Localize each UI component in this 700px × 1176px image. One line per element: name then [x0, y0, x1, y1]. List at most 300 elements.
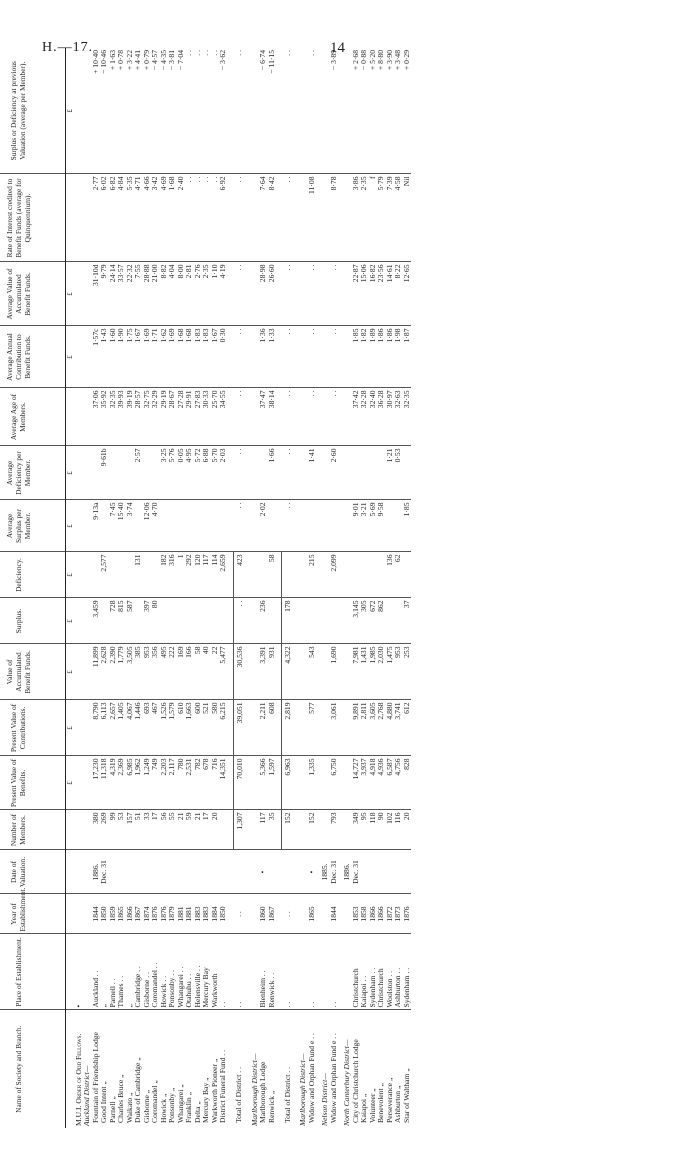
cell-prev: + 0·29 — [403, 48, 412, 174]
cell-name: Total of District . . — [282, 1067, 292, 1123]
cell-place: Ponsonby . . — [168, 934, 177, 1010]
cell-avg-funds: 28·98 — [259, 262, 268, 326]
cell-name: Gisborne „ — [141, 1089, 151, 1123]
cell-contributions: 8,790 — [92, 700, 101, 756]
cell-age: 35·92 — [100, 388, 109, 446]
col-header-avg-surplus: Average Surplus per Member. — [0, 500, 66, 552]
cell-avg-deficiency — [343, 446, 352, 500]
cell-place — [321, 934, 330, 1010]
cell-date — [403, 850, 412, 894]
cell-year: 1884 — [211, 894, 220, 934]
cell-name: Warkworth Pioneer „ — [209, 1058, 219, 1123]
cell-members: 152 — [282, 810, 295, 850]
cell-year: 1881 — [177, 894, 186, 934]
cell-benefits: 6,963 — [282, 756, 295, 810]
unit-cell: £ — [66, 756, 75, 810]
cell-contributions: 2,657 — [109, 700, 118, 756]
cell-deficiency: 2,577 — [100, 552, 109, 598]
cell-date — [219, 850, 228, 894]
cell-contributions: 4,067 — [126, 700, 135, 756]
cell-age: 28·67 — [168, 388, 177, 446]
cell-place: Whangarei . . — [177, 934, 186, 1010]
cell-annual: 1·67 — [134, 326, 143, 388]
cell-avg-funds: 16·82 — [369, 262, 378, 326]
cell-members: 793 — [330, 810, 339, 850]
cell-place: Sydenham . . — [369, 934, 378, 1010]
cell-members: 17 — [151, 810, 160, 850]
cell-benefits: 6,985 — [126, 756, 135, 810]
cell-annual: 1·60 — [109, 326, 118, 388]
cell-deficiency: 117 — [202, 552, 211, 598]
table-row — [211, 48, 220, 1128]
cell-annual: 1·36 — [259, 326, 268, 388]
cell-deficiency: 215 — [308, 552, 317, 598]
cell-avg-deficiency — [83, 446, 92, 500]
cell-avg-deficiency — [352, 446, 361, 500]
table-row — [308, 48, 317, 1128]
cell-benefits: 14,351 — [219, 756, 228, 810]
cell-place: Thames . . — [117, 934, 126, 1010]
cell-benefits: 4,319 — [109, 756, 118, 810]
cell-contributions: 2,811 — [360, 700, 369, 756]
cell-annual: 1·69 — [143, 326, 152, 388]
cell-benefits: 1,597 — [268, 756, 277, 810]
cell-surplus — [308, 598, 317, 644]
cell-benefits: 3,937 — [360, 756, 369, 810]
cell-avg-deficiency — [117, 446, 126, 500]
cell-avg-funds: 22·32 — [126, 262, 135, 326]
cell-age: 27·83 — [194, 388, 203, 446]
cell-age: . . — [282, 388, 295, 446]
cell-age — [321, 388, 330, 446]
cell-funds: 253 — [403, 644, 412, 700]
cell-funds: 356 — [151, 644, 160, 700]
cell-contributions: 693 — [143, 700, 152, 756]
cell-date — [134, 850, 143, 894]
table-row — [369, 48, 378, 1128]
cell-deficiency — [143, 552, 152, 598]
cell-rate: 3·86 — [352, 174, 361, 262]
cell-surplus — [330, 598, 339, 644]
cell-age — [299, 388, 308, 446]
cell-rate: 6·92 — [219, 174, 228, 262]
cell-avg-surplus: 3·21 — [360, 500, 369, 552]
cell-age: 38·14 — [268, 388, 277, 446]
cell-contributions: 3,061 — [330, 700, 339, 756]
cell-avg-deficiency: 5·70 — [211, 446, 220, 500]
cell-funds: 222 — [168, 644, 177, 700]
cell-date — [168, 850, 177, 894]
cell-contributions: 577 — [308, 700, 317, 756]
cell-avg-funds: 14·61 — [386, 262, 395, 326]
cell-annual: 1·86 — [377, 326, 386, 388]
cell-avg-surplus — [219, 500, 228, 552]
cell-benefits: 782 — [194, 756, 203, 810]
cell-avg-deficiency: 6·88 — [202, 446, 211, 500]
cell-age: 39·93 — [117, 388, 126, 446]
cell-surplus: 305 — [360, 598, 369, 644]
cell-contributions: 580 — [211, 700, 220, 756]
cell-place: Ashburton . . — [394, 934, 403, 1010]
cell-place: Kaiapoi . . — [360, 934, 369, 1010]
cell-avg-surplus — [160, 500, 169, 552]
cell-deficiency — [352, 552, 361, 598]
cell-name: M.U.I. Order of Odd Fellows. — [73, 1033, 83, 1126]
cell-name: Total of District . . — [234, 1067, 244, 1123]
cell-benefits: 1,962 — [134, 756, 143, 810]
col-header-funds: Value of Accumulated Benefit Funds. — [0, 644, 66, 700]
cell-contributions: 6,215 — [219, 700, 228, 756]
page-number: 14 — [330, 40, 345, 56]
cell-place: Warkworth — [211, 934, 220, 1010]
cell-contributions: 521 — [202, 700, 211, 756]
cell-year: 1850 — [219, 894, 228, 934]
cell-surplus: 236 — [259, 598, 268, 644]
cell-surplus: 672 — [369, 598, 378, 644]
unit-cell — [66, 894, 75, 934]
cell-year: 1873 — [394, 894, 403, 934]
cell-members: 152 — [308, 810, 317, 850]
cell-annual: 1·67 — [211, 326, 220, 388]
cell-contributions: 608 — [268, 700, 277, 756]
cell-avg-funds: 21·00 — [151, 262, 160, 326]
cell-avg-surplus — [75, 500, 84, 552]
valuations-table — [0, 48, 411, 1128]
cell-avg-surplus: 7·45 — [109, 500, 118, 552]
unit-cell: £ — [66, 262, 75, 326]
cell-name: Ashburton „ — [393, 1085, 402, 1123]
cell-place: Blenheim . . — [259, 934, 268, 1010]
cell-avg-deficiency: 0·05 — [177, 446, 186, 500]
cell-place: Otahuhu . . — [185, 934, 194, 1010]
cell-avg-surplus: 9·01 — [352, 500, 361, 552]
table-row — [134, 48, 143, 1128]
cell-rate: 7·39 — [386, 174, 395, 262]
cell-contributions: 1,526 — [160, 700, 169, 756]
cell-name: North Canterbury District— — [342, 1039, 351, 1126]
cell-deficiency: 136 — [386, 552, 395, 598]
cell-deficiency: 316 — [168, 552, 177, 598]
cell-prev: + 0·78 — [117, 48, 126, 174]
cell-funds: 953 — [394, 644, 403, 700]
cell-funds: 1,431 — [360, 644, 369, 700]
cell-rate: 2·40 — [177, 174, 186, 262]
cell-benefits: 2,203 — [160, 756, 169, 810]
cell-place: Coromandel . . — [151, 934, 160, 1010]
cell-funds: 931 — [268, 644, 277, 700]
cell-date: • — [259, 850, 268, 894]
cell-year: 1853 — [352, 894, 361, 934]
cell-benefits: 1,249 — [143, 756, 152, 810]
cell-annual: . . — [282, 326, 295, 388]
cell-age: 32·63 — [394, 388, 403, 446]
cell-contributions: 610 — [177, 700, 186, 756]
cell-rate: 11·08 — [308, 174, 317, 262]
cell-rate: 7·64 — [259, 174, 268, 262]
cell-rate: Nil — [403, 174, 412, 262]
cell-rate: 4·84 — [117, 174, 126, 262]
cell-place: „ — [100, 934, 109, 1010]
total-row — [233, 48, 246, 1128]
cell-prev: − 0·88 — [360, 48, 369, 174]
cell-avg-deficiency: 3·25 — [160, 446, 169, 500]
cell-place: Christchurch — [352, 934, 361, 1010]
cell-members: 56 — [160, 810, 169, 850]
cell-deficiency: 292 — [185, 552, 194, 598]
cell-name: Auckland District— — [82, 1065, 91, 1126]
cell-name: Marlborough District— — [298, 1053, 307, 1126]
cell-rate: 4·69 — [160, 174, 169, 262]
cell-prev: + 3·90 — [386, 48, 395, 174]
table-row — [168, 48, 177, 1128]
cell-age: 29·91 — [185, 388, 194, 446]
cell-avg-surplus — [211, 500, 220, 552]
cell-date — [126, 850, 135, 894]
cell-name: Perseverance „ — [384, 1077, 394, 1123]
cell-year: 1850 — [100, 894, 109, 934]
cell-place: Woolston . . — [386, 934, 395, 1010]
cell-avg-surplus — [321, 500, 330, 552]
cell-age: 32·75 — [143, 388, 152, 446]
cell-surplus — [321, 598, 330, 644]
cell-name: Marlborough District— — [249, 1053, 259, 1126]
cell-surplus — [160, 598, 169, 644]
cell-year: 1879 — [168, 894, 177, 934]
cell-annual: 1·68 — [185, 326, 194, 388]
cell-surplus: 587 — [126, 598, 135, 644]
cell-age: 30·97 — [386, 388, 395, 446]
cell-funds: 40 — [202, 644, 211, 700]
cell-year: 1872 — [386, 894, 395, 934]
cell-name: Star of Waltham „ — [401, 1068, 411, 1123]
cell-avg-funds: 4·19 — [219, 262, 228, 326]
cell-name: Fountain of Friendship Lodge — [90, 1032, 100, 1123]
cell-avg-funds — [299, 262, 308, 326]
cell-avg-deficiency: 5·76 — [168, 446, 177, 500]
cell-avg-funds: 15·06 — [360, 262, 369, 326]
cell-contributions: 1,579 — [168, 700, 177, 756]
units-row — [66, 48, 75, 1128]
cell-date: Dec. 31 — [330, 850, 339, 894]
cell-surplus — [299, 598, 308, 644]
cell-year: 1874 — [143, 894, 152, 934]
cell-benefits: 17,230 — [92, 756, 101, 810]
cell-annual: 1·69 — [168, 326, 177, 388]
cell-members: 35 — [268, 810, 277, 850]
cell-members: 51 — [134, 810, 143, 850]
cell-prev: − 4·35 — [160, 48, 169, 174]
cell-benefits: 716 — [211, 756, 220, 810]
cell-age: 37·47 — [259, 388, 268, 446]
cell-contributions: 467 — [151, 700, 160, 756]
unit-cell: £ — [66, 500, 75, 552]
col-header-prev: Surplus or Deficiency at previous Valuation (average per Member). — [0, 48, 66, 174]
cell-annual: 1·62 — [160, 326, 169, 388]
cell-benefits: 1,335 — [308, 756, 317, 810]
unit-cell — [66, 174, 75, 262]
cell-age — [75, 388, 84, 446]
cell-avg-funds: 2·81 — [185, 262, 194, 326]
unit-cell: £ — [66, 48, 75, 174]
cell-avg-surplus — [330, 500, 339, 552]
cell-age: 30·33 — [202, 388, 211, 446]
cell-avg-surplus: 5·69 — [369, 500, 378, 552]
unit-cell — [66, 850, 75, 894]
table-row — [194, 48, 203, 1128]
cell-members: 102 — [386, 810, 395, 850]
cell-date — [202, 850, 211, 894]
unit-cell: £ — [66, 700, 75, 756]
cell-members: 99 — [109, 810, 118, 850]
cell-place: Cambridge . . — [134, 934, 143, 1010]
cell-avg-surplus: 15·40 — [117, 500, 126, 552]
cell-avg-funds: 9·79 — [100, 262, 109, 326]
cell-avg-funds: 28·88 — [143, 262, 152, 326]
cell-date — [268, 850, 277, 894]
cell-date — [360, 850, 369, 894]
cell-date — [143, 850, 152, 894]
cell-deficiency — [282, 552, 295, 598]
cell-funds: 7,981 — [352, 644, 361, 700]
cell-contributions: 3,605 — [369, 700, 378, 756]
cell-surplus — [211, 598, 220, 644]
cell-name: Widow and Orphan Fund e . . — [306, 1033, 316, 1123]
cell-name: Ponsonby „ — [167, 1087, 176, 1123]
cell-prev: . . — [282, 48, 295, 174]
cell-year: 1866 — [369, 894, 378, 934]
cell-surplus — [75, 598, 84, 644]
cell-surplus — [194, 598, 203, 644]
cell-age: 37·42 — [352, 388, 361, 446]
cell-rate: 5·79 — [377, 174, 386, 262]
cell-date — [233, 850, 246, 894]
cell-members: 33 — [143, 810, 152, 850]
cell-funds: 3,391 — [259, 644, 268, 700]
section-row — [251, 48, 260, 1128]
cell-avg-deficiency — [143, 446, 152, 500]
cell-avg-surplus — [268, 500, 277, 552]
cell-members: 380 — [92, 810, 101, 850]
cell-funds: 1,690 — [330, 644, 339, 700]
cell-place: „ — [126, 934, 135, 1010]
cell-surplus — [202, 598, 211, 644]
cell-avg-surplus — [308, 500, 317, 552]
cell-avg-deficiency: 0·53 — [394, 446, 403, 500]
cell-surplus — [219, 598, 228, 644]
cell-name: Nelson District— — [320, 1073, 329, 1126]
cell-benefits: 2,531 — [185, 756, 194, 810]
cell-name: Delta „ — [192, 1101, 202, 1123]
table-row — [109, 48, 118, 1128]
cell-surplus — [185, 598, 194, 644]
cell-members: 53 — [117, 810, 126, 850]
cell-avg-surplus: 4·70 — [151, 500, 160, 552]
cell-rate: 5·35 — [126, 174, 135, 262]
cell-annual: 1·87 — [403, 326, 412, 388]
cell-date — [151, 850, 160, 894]
table-row — [377, 48, 386, 1128]
total-row — [282, 48, 295, 1128]
cell-funds: 166 — [185, 644, 194, 700]
cell-funds: 2,030 — [377, 644, 386, 700]
cell-year: 1866 — [126, 894, 135, 934]
cell-place: Sydenham . . — [403, 934, 412, 1010]
cell-deficiency: 58 — [268, 552, 277, 598]
table-row — [386, 48, 395, 1128]
cell-deficiency — [343, 552, 352, 598]
table-body — [66, 48, 412, 1128]
cell-year: 1883 — [194, 894, 203, 934]
cell-prev: − 6·74 — [259, 48, 268, 174]
cell-contributions: 9,891 — [352, 700, 361, 756]
cell-surplus: 3,459 — [92, 598, 101, 644]
cell-name: Charles Bruce „ — [116, 1074, 125, 1123]
cell-avg-surplus: 1·85 — [403, 500, 412, 552]
cell-age: 27·28 — [177, 388, 186, 446]
cell-deficiency — [251, 552, 260, 598]
cell-prev: − 4·57 — [151, 48, 160, 174]
cell-funds: 385 — [134, 644, 143, 700]
cell-annual: 0·30 — [219, 326, 228, 388]
cell-date — [377, 850, 386, 894]
cell-annual — [75, 326, 84, 388]
cell-funds: 5,477 — [219, 644, 228, 700]
cell-benefits: 4,756 — [394, 756, 403, 810]
cell-avg-funds: . . — [330, 262, 339, 326]
cell-age: 39·19 — [126, 388, 135, 446]
cell-contributions: 1,663 — [185, 700, 194, 756]
cell-prev: . . — [308, 48, 317, 174]
cell-year — [75, 894, 84, 934]
cell-benefits: 678 — [202, 756, 211, 810]
cell-surplus — [268, 598, 277, 644]
cell-place: Helensville . . — [194, 934, 203, 1010]
cell-year: 1866 — [377, 894, 386, 934]
cell-surplus — [177, 598, 186, 644]
cell-name: Duke of Cambridge „ — [133, 1057, 142, 1123]
section-row — [299, 48, 308, 1128]
cell-benefits: 2,117 — [168, 756, 177, 810]
cell-prev: − 3·81 — [168, 48, 177, 174]
cell-avg-deficiency — [251, 446, 260, 500]
cell-prev: − 10·46 — [100, 48, 109, 174]
cell-members: 157 — [126, 810, 135, 850]
cell-benefits: 2,369 — [117, 756, 126, 810]
col-header-avg-funds: Average Value of Accumulated Benefit Funds. — [0, 262, 66, 326]
cell-deficiency — [75, 552, 84, 598]
cell-date — [394, 850, 403, 894]
cell-age: 32·40 — [369, 388, 378, 446]
cell-annual: 1·68 — [177, 326, 186, 388]
cell-date: Dec. 31 — [352, 850, 361, 894]
cell-contributions: 4,880 — [386, 700, 395, 756]
cell-deficiency — [83, 552, 92, 598]
cell-avg-funds: 7·55 — [134, 262, 143, 326]
section-row — [321, 48, 330, 1128]
cell-avg-funds: 12·65 — [403, 262, 412, 326]
cell-members: 21 — [194, 810, 203, 850]
cell-benefits: 6,587 — [386, 756, 395, 810]
col-header-benefits: Present Value of Benefits. — [0, 756, 66, 810]
cell-rate: . . — [233, 174, 246, 262]
cell-year: 1865 — [117, 894, 126, 934]
cell-benefits: 6,750 — [330, 756, 339, 810]
cell-name: Good Intent „ — [99, 1081, 108, 1123]
cell-age: . . — [233, 388, 246, 446]
rotated-table-sheet — [0, 48, 490, 1128]
cell-avg-surplus: 12·06 — [143, 500, 152, 552]
cell-funds: 543 — [308, 644, 317, 700]
